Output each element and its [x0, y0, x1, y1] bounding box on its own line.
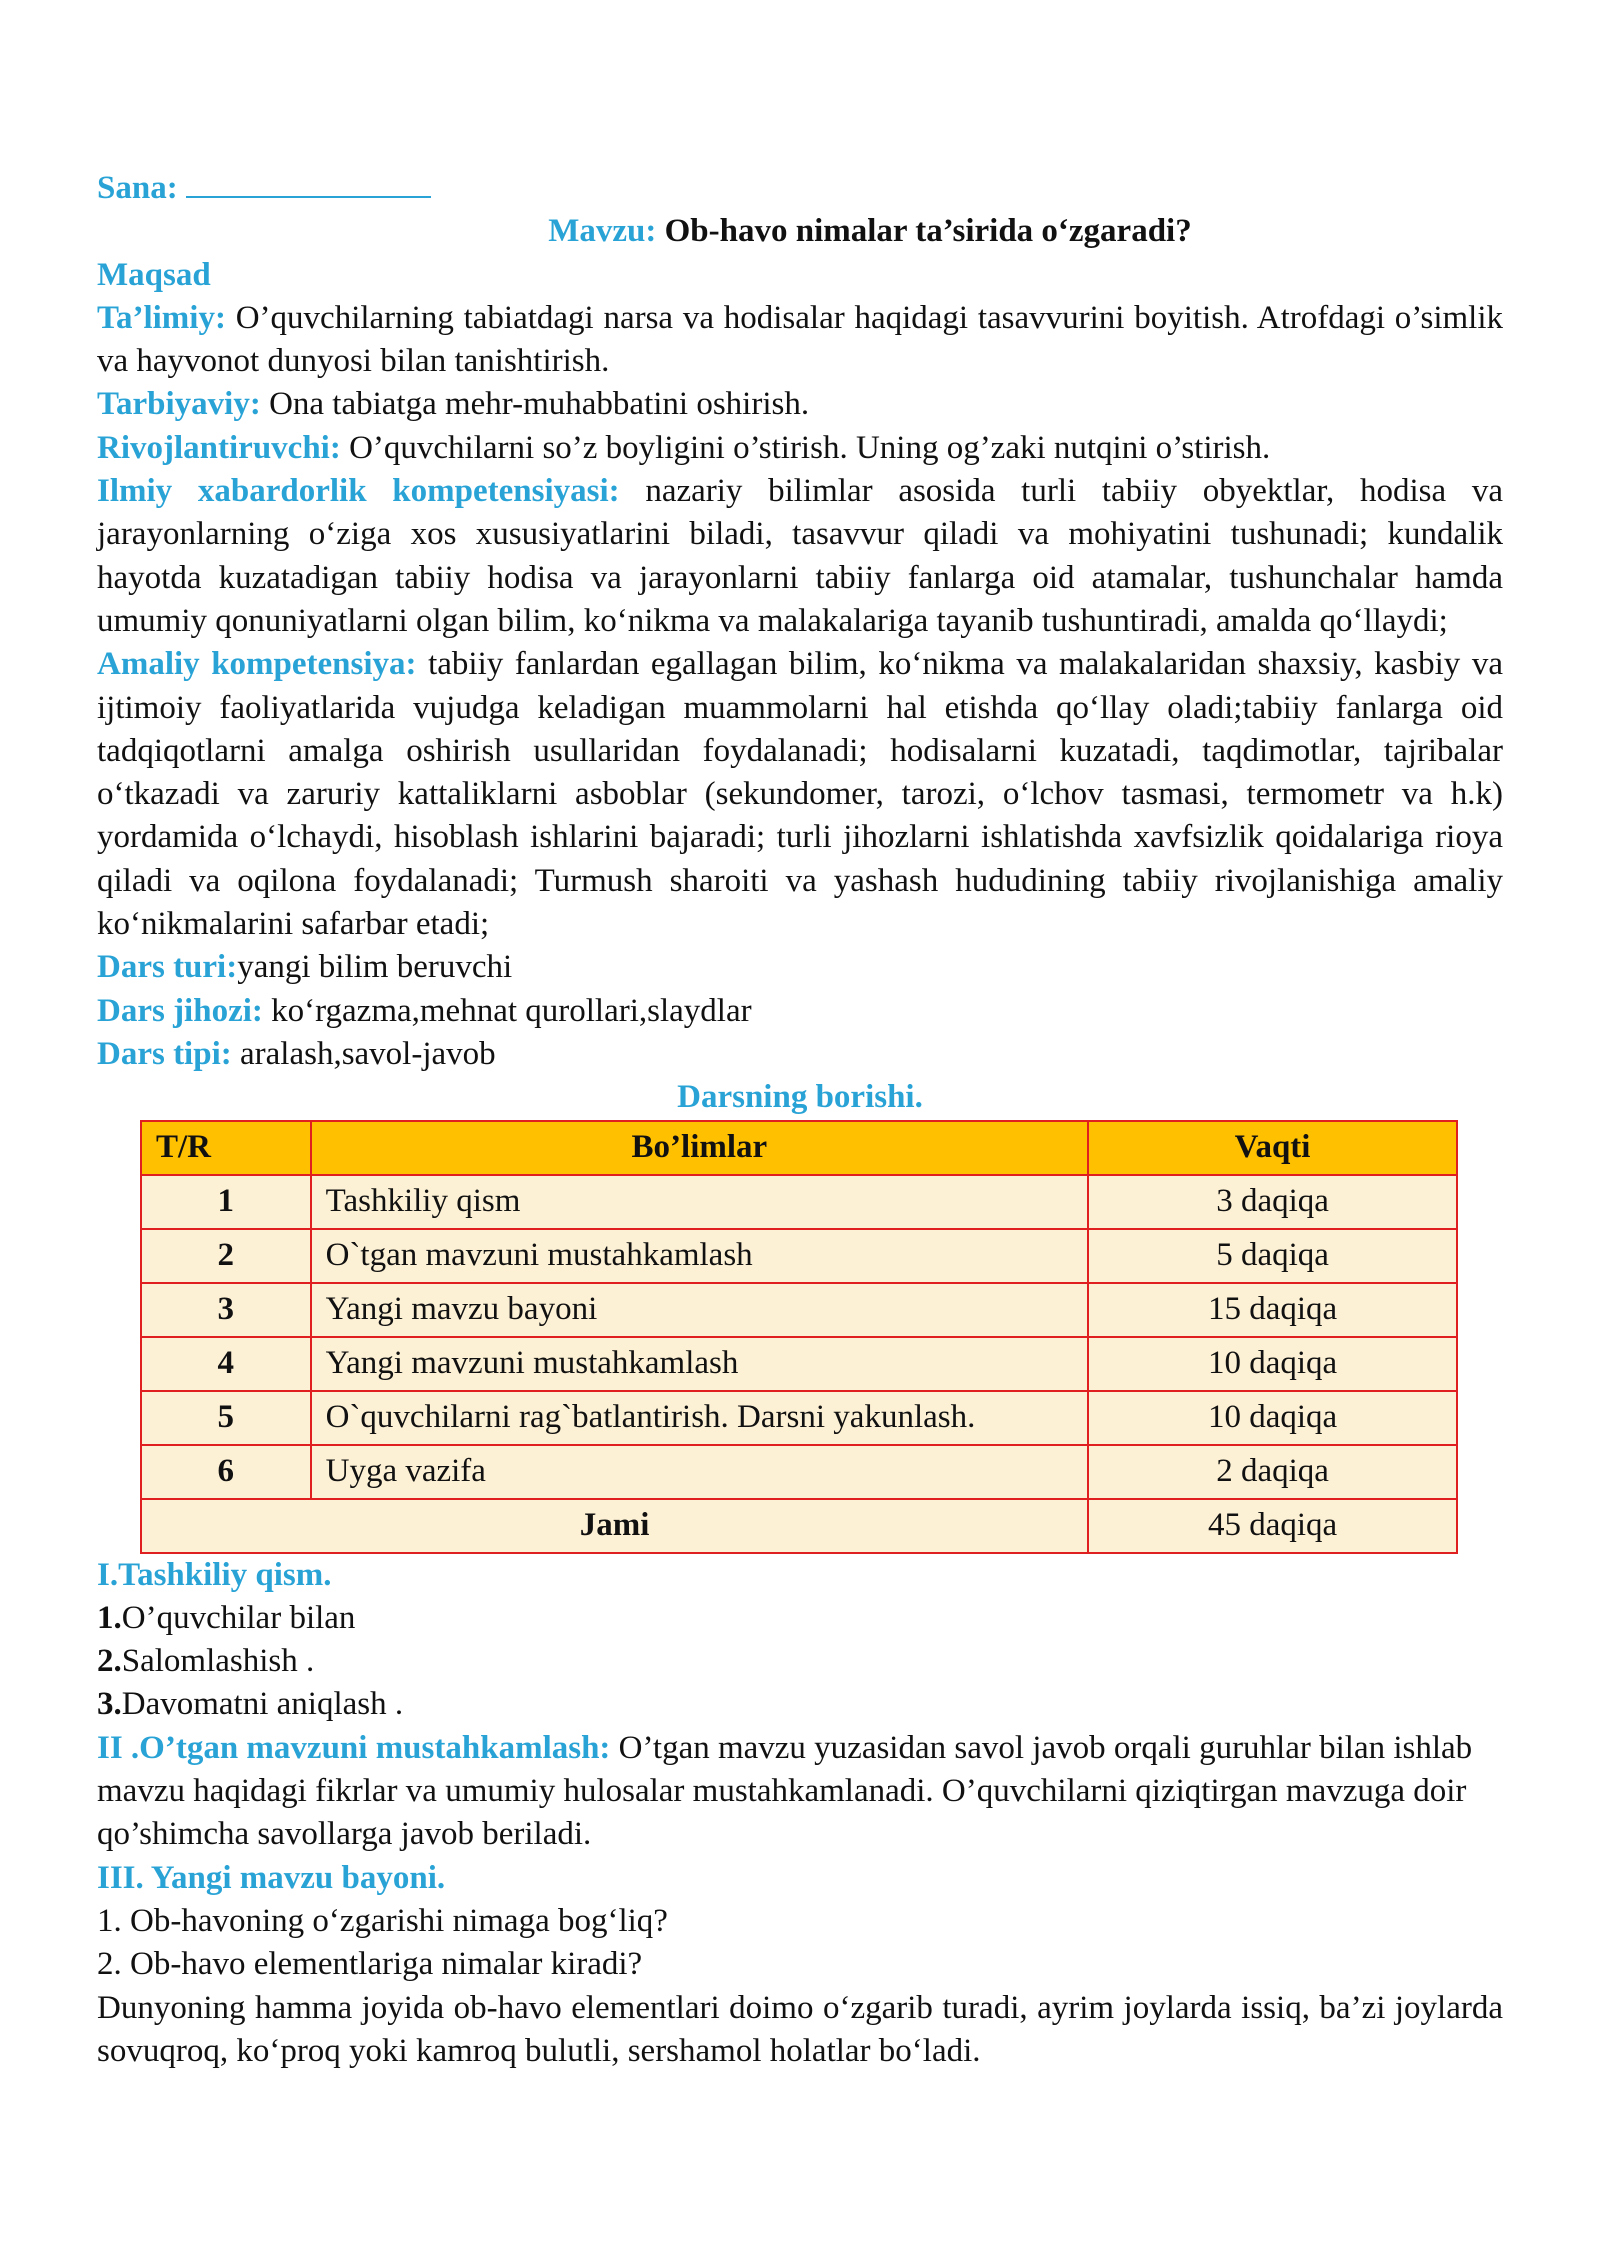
part2 — [97, 1727, 1503, 1857]
goal-upbringing — [97, 383, 1503, 426]
lesson-equipment-value: ko‘rgazma,mehnat qurollari,slaydlar — [262, 992, 752, 1029]
goal-educational-text: O’quvchilarning tabiatdagi narsa va hodisalar haqidagi tasavvurini boyitish. Atrofdagi o’simlik va hayvonot dunyosi bilan tanishtirish. — [97, 299, 1503, 380]
goal-educational — [97, 297, 1503, 384]
lesson-kind-value: aralash,savol-javob — [231, 1035, 496, 1072]
row-num: 5 — [141, 1391, 311, 1445]
row-section: Yangi mavzu bayoni — [311, 1283, 1089, 1337]
plan-header-num: T/R — [141, 1121, 311, 1175]
goal-developmental-label: Rivojlantiruvchi: — [97, 429, 341, 466]
table-row — [141, 1391, 1457, 1445]
goal-developmental-text: O’quvchilarni so’z boyligini o’stirish. Uning og’zaki nutqini o’stirish. — [340, 429, 1271, 466]
plan-header-section: Bo’limlar — [311, 1121, 1089, 1175]
row-section: Tashkiliy qism — [311, 1175, 1089, 1229]
row-time: 10 daqiqa — [1088, 1391, 1457, 1445]
date-label: Sana: — [97, 170, 178, 206]
part3-heading: III. Yangi mavzu bayoni. — [97, 1859, 446, 1896]
table-row — [141, 1283, 1457, 1337]
plan-total-row — [141, 1499, 1457, 1553]
row-section: O`quvchilarni rag`batlantirish. Darsni yakunlash. — [311, 1391, 1089, 1445]
goal-upbringing-text: Ona tabiatga mehr-muhabbatini oshirish. — [260, 386, 810, 423]
part3-question-1: 1. Ob-havoning o‘zgarishi nimaga bog‘liq? — [97, 1902, 668, 1939]
part1-heading: I.Tashkiliy qism. — [97, 1556, 332, 1593]
topic-title: Ob-havo nimalar ta’sirida o‘zgaradi? — [664, 213, 1192, 250]
row-section: O`tgan mavzuni mustahkamlash — [311, 1229, 1089, 1283]
row-time: 5 daqiqa — [1088, 1229, 1457, 1283]
row-time: 2 daqiqa — [1088, 1445, 1457, 1499]
part2-text: O’tgan mavzu yuzasidan savol javob orqali guruhlar bilan ishlab mavzu haqidagi fikrlar va umumiy hulosalar mustahkamlanadi. O’quvchilarni qiziqtirgan mavzuga doir qo’shimcha savollarga javob beriladi. — [97, 1729, 1473, 1853]
goal-science-label: Ilmiy xabardorlik kompetensiyasi: — [97, 473, 620, 510]
part3-paragraph: Dunyoning hamma joyida ob-havo elementlari doimo o‘zgarib turadi, ayrim joylarda issiq, ba’zi joylarda sovuqroq, ko‘proq yoki kamroq bulutli, sershamol holatlar bo‘ladi. — [97, 1989, 1503, 2069]
lesson-type-value: yangi bilim beruvchi — [237, 949, 513, 986]
date-blank — [186, 166, 431, 198]
lesson-plan-page — [97, 166, 1503, 2073]
plan-header-row — [141, 1121, 1457, 1175]
plan-title: Darsning borishi. — [677, 1079, 923, 1116]
table-row — [141, 1337, 1457, 1391]
goal-science-competence — [97, 470, 1503, 643]
row-time: 3 daqiqa — [1088, 1175, 1457, 1229]
row-num: 6 — [141, 1445, 311, 1499]
goal-practical-text: tabiiy fanlardan egallagan bilim, ko‘nikma va malakalaridan shaxsiy, kasbiy va ijtimoiy faoliyatlarida vujudga keladigan muammolarni hal etishda qo‘llay oladi;tabiiy fanlarga oid tadqiqotlarni amalga oshirish usullaridan foydalanadi; hodisalarni kuzatadi, taqdimotlar, tajribalar o‘tkazadi va zaruriy kattaliklarni asboblar (sekundomer, tarozi, o‘lchov tasmasi, termometr va h.k) yordamida o‘lchaydi, hisoblash ishlarini bajaradi; turli jihozlarni ishlatishda xavfsizlik qoidalariga rioya qiladi va oqilona foydalanadi; Turmush sharoiti va yashash hududining tabiiy rivojlanishiga amaliy ko‘nikmalarini safarbar etadi; — [97, 646, 1503, 943]
goal-science-text: nazariy bilimlar asosida turli tabiiy obyektlar, hodisa va jarayonlarning o‘ziga xos xususiyatlarini biladi, tasavvur qiladi va mohiyatini tushunadi; kundalik hayotda kuzatadigan tabiiy hodisa va jarayonlarni tabiiy fanlarga oid atamalar, tushunchalar hamda umumiy qonuniyatlarni olgan bilim, ko‘nikma va malakalariga tayanib tushuntiradi, amalda qo‘llaydi; — [97, 473, 1503, 639]
row-section: Uyga vazifa — [311, 1445, 1089, 1499]
goal-practical-competence — [97, 643, 1503, 946]
part1-item-num: 2. — [97, 1643, 122, 1680]
plan-total-value: 45 daqiqa — [1088, 1499, 1457, 1553]
row-num: 4 — [141, 1337, 311, 1391]
goal-upbringing-label: Tarbiyaviy: — [97, 386, 261, 423]
table-row — [141, 1229, 1457, 1283]
part1-item-text: Davomatni aniqlash . — [121, 1686, 404, 1723]
part1-item-text: O’quvchilar bilan — [121, 1599, 356, 1636]
row-num: 1 — [141, 1175, 311, 1229]
part1-item-text: Salomlashish . — [121, 1643, 315, 1680]
part1-item-num: 1. — [97, 1599, 122, 1636]
row-num: 3 — [141, 1283, 311, 1337]
goal-practical-label: Amaliy kompetensiya: — [97, 646, 417, 683]
plan-total-label: Jami — [141, 1499, 1088, 1553]
lesson-kind — [97, 1033, 1503, 1076]
part1-item — [97, 1640, 1503, 1683]
part2-heading: II .O’tgan mavzuni mustahkamlash: — [97, 1729, 611, 1766]
lesson-kind-label: Dars tipi: — [97, 1035, 232, 1072]
part3-question-2: 2. Ob-havo elementlariga nimalar kiradi? — [97, 1946, 643, 1983]
row-time: 10 daqiqa — [1088, 1337, 1457, 1391]
part1-item — [97, 1597, 1503, 1640]
table-row — [141, 1175, 1457, 1229]
lesson-plan-table — [140, 1120, 1458, 1554]
lesson-equipment — [97, 990, 1503, 1033]
table-row — [141, 1445, 1457, 1499]
goals-heading: Maqsad — [97, 256, 211, 293]
topic-label: Mavzu: — [548, 213, 657, 250]
topic-line — [97, 210, 1503, 253]
row-time: 15 daqiqa — [1088, 1283, 1457, 1337]
row-section: Yangi mavzuni mustahkamlash — [311, 1337, 1089, 1391]
goal-developmental — [97, 427, 1503, 470]
plan-header-time: Vaqti — [1088, 1121, 1457, 1175]
date-line — [97, 166, 1503, 210]
lesson-type-label: Dars turi: — [97, 949, 238, 986]
lesson-equipment-label: Dars jihozi: — [97, 992, 263, 1029]
lesson-type — [97, 946, 1503, 989]
part1-item — [97, 1683, 1503, 1726]
part1-item-num: 3. — [97, 1686, 122, 1723]
row-num: 2 — [141, 1229, 311, 1283]
goal-educational-label: Ta’limiy: — [97, 299, 226, 336]
